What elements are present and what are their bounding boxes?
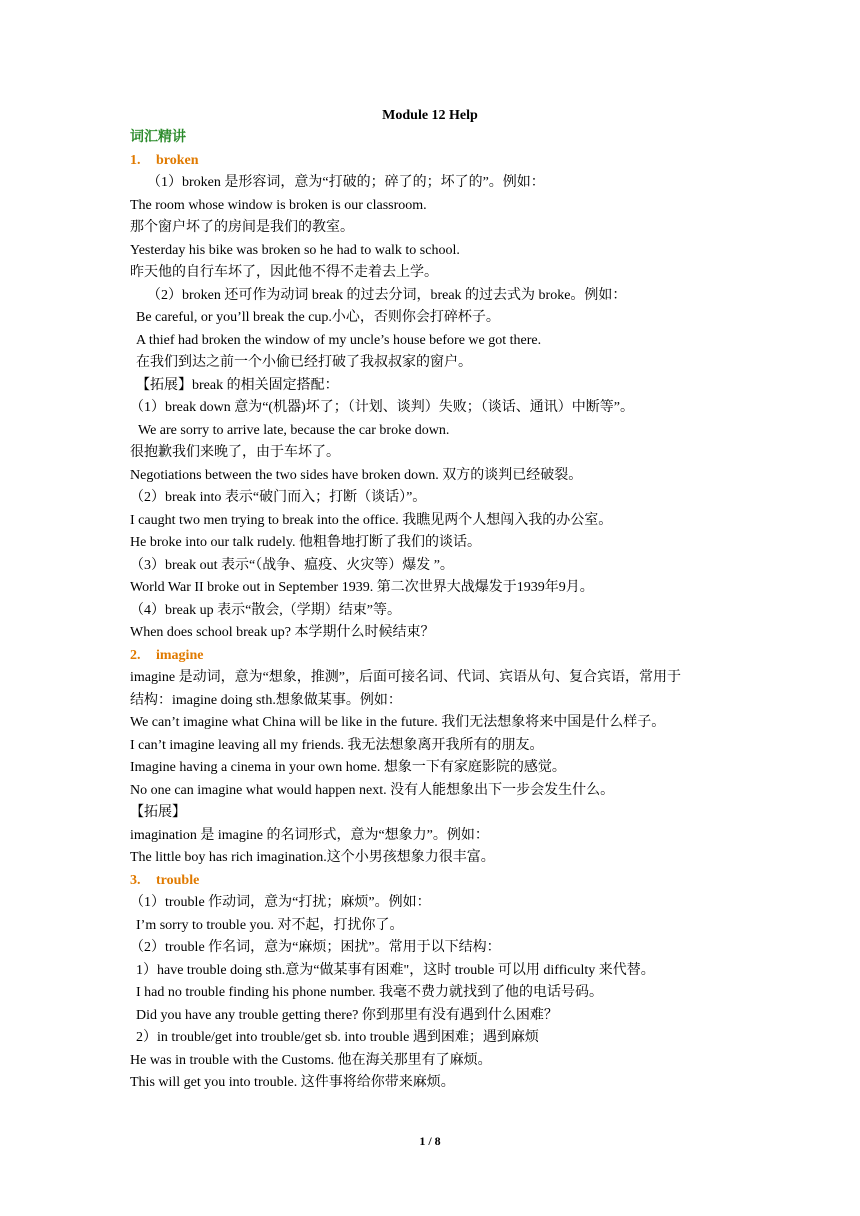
text-line: （1）trouble 作动词，意为“打扰；麻烦”。例如： xyxy=(130,895,431,910)
text-line: 结构：imagine doing sth.想象做某事。例如： xyxy=(130,693,402,708)
text-line: 2）in trouble/get into trouble/get sb. into trouble 遇到困难；遇到麻烦 xyxy=(136,1030,539,1045)
text-line: A thief had broken the window of my uncle’s house before we got there. xyxy=(136,333,542,348)
text-line: 那个窗户坏了的房间是我们的教室。 xyxy=(130,220,354,235)
text-line: Negotiations between the two sides have broken down. 双方的谈判已经破裂。 xyxy=(130,468,583,483)
text-line: 昨天他的自行车坏了，因此他不得不走着去上学。 xyxy=(130,265,438,280)
text-line: Did you have any trouble getting there? 你到那里有没有遇到什么困难？ xyxy=(136,1008,558,1023)
heading-word: trouble xyxy=(156,873,200,888)
text-line: 1）have trouble doing sth.意为“做某事有困难"，这时 trouble 可以用 difficulty 来代替。 xyxy=(136,963,655,978)
text-line: imagination 是 imagine 的名词形式，意为“想象力”。例如： xyxy=(130,828,489,843)
text-line: We can’t imagine what China will be like in the future. 我们无法想象将来中国是什么样子。 xyxy=(130,715,666,730)
text-line: World War II broke out in September 1939. 第二次世界大战爆发于1939年9月。 xyxy=(130,580,594,595)
text-line: Yesterday his bike was broken so he had to walk to school. xyxy=(130,243,460,258)
page-number: 1 / 8 xyxy=(419,1134,441,1148)
text-line: We are sorry to arrive late, because the car broke down. xyxy=(138,423,450,438)
section-title: 词汇精讲 xyxy=(130,130,186,145)
heading-broken xyxy=(130,151,199,171)
text-line: （3）break out 表示“（战争、瘟疫、火灾等）爆发 ”。 xyxy=(130,558,454,573)
text-line: Imagine having a cinema in your own home. 想象一下有家庭影院的感觉。 xyxy=(130,760,566,775)
text-line: （2）broken 还可作为动词 break 的过去分词，break 的过去式为 broke。例如： xyxy=(147,288,627,303)
text-line: No one can imagine what would happen next. 没有人能想象出下一步会发生什么。 xyxy=(130,783,615,798)
text-line: I had no trouble finding his phone number. 我毫不费力就找到了他的电话号码。 xyxy=(136,985,604,1000)
heading-number: 1. xyxy=(130,153,141,168)
text-line: imagine 是动词，意为“想象，推测”，后面可接名词、代词、宾语从句、复合宾语，常用于 xyxy=(130,670,682,685)
heading-word: imagine xyxy=(156,648,204,663)
text-line: I can’t imagine leaving all my friends. 我无法想象离开我所有的朋友。 xyxy=(130,738,544,753)
text-line: （2）trouble 作名词，意为“麻烦；困扰”。常用于以下结构： xyxy=(130,940,501,955)
text-line: He broke into our talk rudely. 他粗鲁地打断了我们的谈话。 xyxy=(130,535,481,550)
text-line: The room whose window is broken is our classroom. xyxy=(130,198,427,213)
text-line: （1）break down 意为“(机器)坏了；（计划、谈判）失败；（谈话、通讯）中断等”。 xyxy=(130,400,634,415)
text-line: （2）break into 表示“破门而入；打断（谈话）”。 xyxy=(130,490,427,505)
text-line: The little boy has rich imagination.这个小男孩想象力很丰富。 xyxy=(130,850,495,865)
text-line: 很抱歉我们来晚了，由于车坏了。 xyxy=(130,445,340,460)
text-line: This will get you into trouble. 这件事将给你带来麻烦。 xyxy=(130,1075,455,1090)
text-line: When does school break up? 本学期什么时候结束？ xyxy=(130,625,435,640)
heading-trouble xyxy=(130,871,199,891)
heading-number: 3. xyxy=(130,873,141,888)
text-line: Be careful, or you’ll break the cup.小心，否则你会打碎杯子。 xyxy=(136,310,500,325)
text-line: He was in trouble with the Customs. 他在海关那里有了麻烦。 xyxy=(130,1053,492,1068)
text-line: （1）broken 是形容词，意为“打破的；碎了的；坏了的”。例如： xyxy=(147,175,545,190)
heading-imagine xyxy=(130,646,203,666)
text-line: I’m sorry to trouble you. 对不起，打扰你了。 xyxy=(136,918,404,933)
heading-number: 2. xyxy=(130,648,141,663)
text-line: （4）break up 表示“散会,（学期）结束”等。 xyxy=(130,603,402,618)
text-line: 【拓展】break 的相关固定搭配： xyxy=(136,378,339,393)
text-line: I caught two men trying to break into the office. 我瞧见两个人想闯入我的办公室。 xyxy=(130,513,613,528)
text-line: 【拓展】 xyxy=(130,805,186,820)
document-title: Module 12 Help xyxy=(382,108,478,123)
heading-word: broken xyxy=(156,153,199,168)
text-line: 在我们到达之前一个小偷已经打破了我叔叔家的窗户。 xyxy=(136,355,472,370)
